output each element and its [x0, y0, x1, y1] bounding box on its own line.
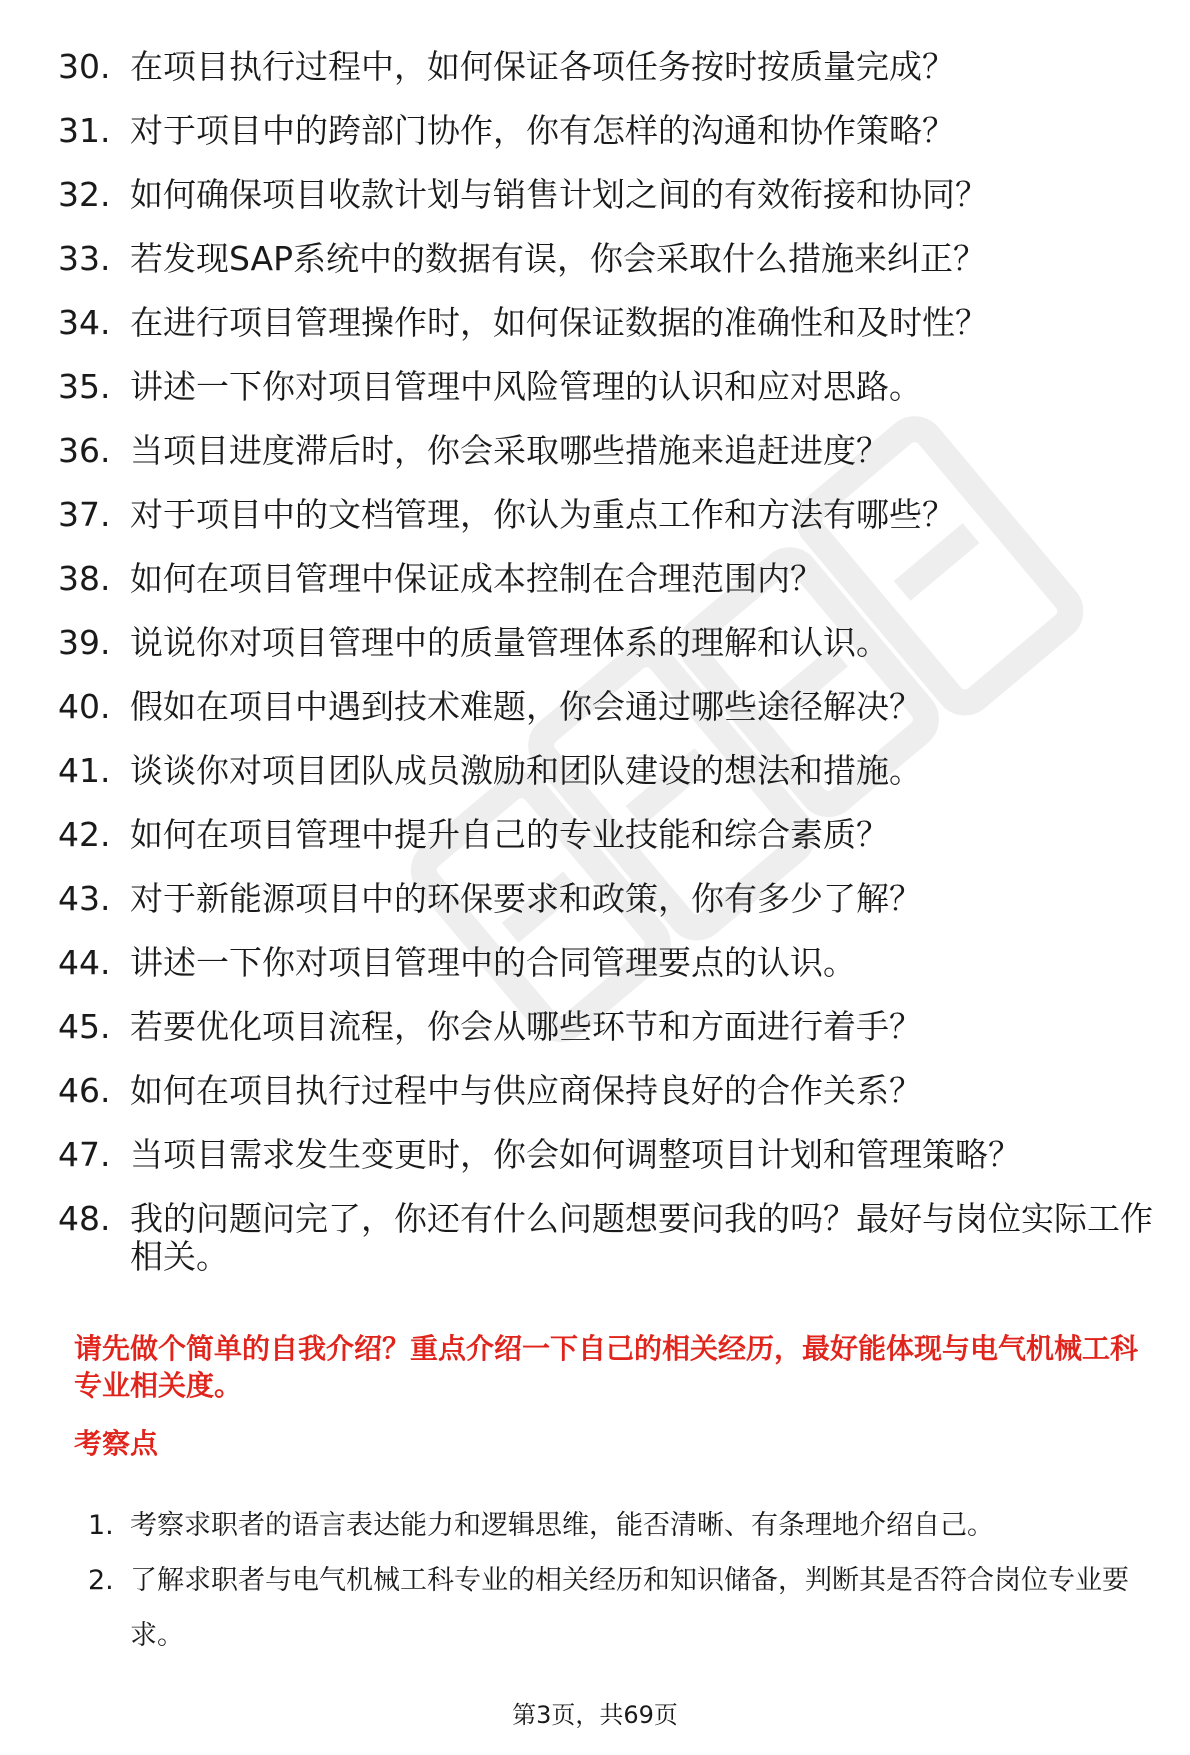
question-number: 47. — [58, 1135, 111, 1174]
point-number: 2. — [88, 1565, 114, 1596]
question-text: 说说你对项目管理中的质量管理体系的理解和认识。 — [130, 623, 889, 662]
question-text: 若要优化项目流程，你会从哪些环节和方面进行着手？ — [130, 1007, 922, 1046]
question-item — [58, 176, 1158, 214]
question-number: 35. — [58, 367, 111, 406]
question-number: 45. — [58, 1007, 111, 1046]
question-number: 42. — [58, 815, 111, 854]
point-text: 了解求职者与电气机械工科专业的相关经历和知识储备，判断其是否符合岗位专业要求。 — [130, 1565, 1129, 1651]
question-number: 32. — [58, 175, 111, 214]
question-item — [58, 944, 1158, 982]
question-number: 38. — [58, 559, 111, 598]
question-text: 假如在项目中遇到技术难题，你会通过哪些途径解决？ — [130, 687, 922, 726]
question-number: 46. — [58, 1071, 111, 1110]
question-item — [58, 1072, 1158, 1110]
question-item — [58, 432, 1158, 470]
question-number: 41. — [58, 751, 111, 790]
question-text: 谈谈你对项目团队成员激励和团队建设的想法和措施。 — [130, 751, 922, 790]
highlight-question: 请先做个简单的自我介绍？重点介绍一下自己的相关经历，最好能体现与电气机械工科专业相关度。 — [74, 1332, 1139, 1402]
section-title: 考察点 — [74, 1427, 159, 1460]
question-item — [58, 688, 1158, 726]
question-item — [58, 496, 1158, 534]
question-text: 在进行项目管理操作时，如何保证数据的准确性和及时性？ — [130, 303, 988, 342]
question-item — [58, 1008, 1158, 1046]
question-text: 如何在项目执行过程中与供应商保持良好的合作关系？ — [130, 1071, 922, 1110]
question-item — [58, 112, 1158, 150]
question-item — [58, 624, 1158, 662]
question-number: 33. — [58, 239, 111, 278]
question-text: 对于新能源项目中的环保要求和政策，你有多少了解？ — [130, 879, 922, 918]
question-list — [58, 48, 1158, 1302]
question-item — [58, 1200, 1158, 1276]
question-text: 如何确保项目收款计划与销售计划之间的有效衔接和协同？ — [130, 175, 988, 214]
question-item — [58, 560, 1158, 598]
page-footer: 第3页，共69页 — [512, 1701, 678, 1729]
question-text: 如何在项目管理中保证成本控制在合理范围内？ — [130, 559, 823, 598]
question-text: 讲述一下你对项目管理中风险管理的认识和应对思路。 — [130, 367, 922, 406]
question-item — [58, 304, 1158, 342]
question-number: 40. — [58, 687, 111, 726]
question-text: 在项目执行过程中，如何保证各项任务按时按质量完成？ — [130, 47, 955, 86]
question-text: 讲述一下你对项目管理中的合同管理要点的认识。 — [130, 943, 856, 982]
question-text: 当项目进度滞后时，你会采取哪些措施来追赶进度？ — [130, 431, 889, 470]
question-item — [58, 1136, 1158, 1174]
question-item — [58, 368, 1158, 406]
question-text: 对于项目中的跨部门协作，你有怎样的沟通和协作策略？ — [130, 111, 955, 150]
question-item — [58, 880, 1158, 918]
points-list — [88, 1498, 1158, 1663]
question-number: 39. — [58, 623, 111, 662]
question-number: 34. — [58, 303, 111, 342]
question-text: 我的问题问完了，你还有什么问题想要问我的吗？最好与岗位实际工作相关。 — [130, 1199, 1153, 1276]
question-item — [58, 240, 1158, 278]
point-number: 1. — [88, 1510, 114, 1541]
question-text: 若发现SAP系统中的数据有误，你会采取什么措施来纠正？ — [130, 239, 987, 278]
question-number: 48. — [58, 1199, 111, 1238]
question-item — [58, 752, 1158, 790]
question-number: 37. — [58, 495, 111, 534]
question-text: 当项目需求发生变更时，你会如何调整项目计划和管理策略？ — [130, 1135, 1021, 1174]
question-number: 44. — [58, 943, 111, 982]
question-number: 31. — [58, 111, 111, 150]
question-number: 36. — [58, 431, 111, 470]
point-item — [88, 1498, 1158, 1553]
point-text: 考察求职者的语言表达能力和逻辑思维，能否清晰、有条理地介绍自己。 — [130, 1510, 994, 1541]
question-text: 对于项目中的文档管理，你认为重点工作和方法有哪些？ — [130, 495, 955, 534]
question-item — [58, 48, 1158, 86]
question-text: 如何在项目管理中提升自己的专业技能和综合素质？ — [130, 815, 889, 854]
question-number: 43. — [58, 879, 111, 918]
question-item — [58, 816, 1158, 854]
point-item — [88, 1553, 1158, 1663]
question-number: 30. — [58, 47, 111, 86]
